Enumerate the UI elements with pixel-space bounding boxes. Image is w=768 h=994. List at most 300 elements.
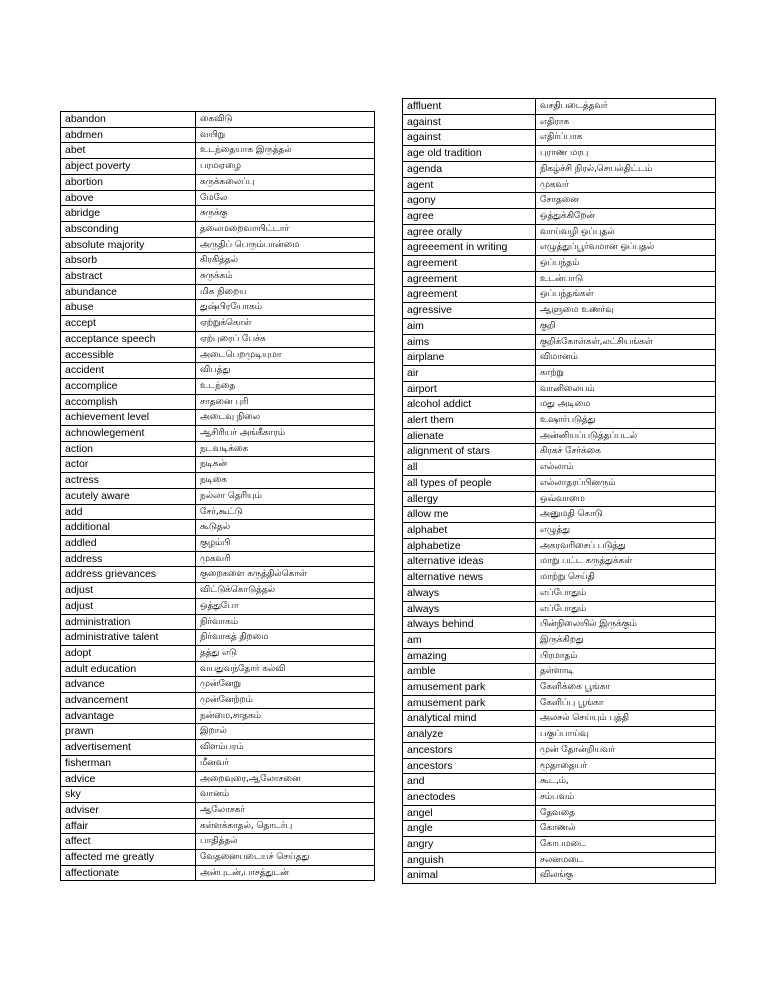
english-term: accessible [61, 347, 196, 363]
tamil-translation: கூட,ம், [536, 774, 716, 790]
table-row [61, 850, 375, 866]
tamil-translation: விலங்கு [536, 868, 716, 884]
table-row [61, 755, 375, 771]
tamil-translation: குறிக்கோள்கள்,லட்சியங்கள் [536, 334, 716, 350]
english-term: abortion [61, 174, 196, 190]
table-row [61, 661, 375, 677]
english-term: fisherman [61, 755, 196, 771]
english-term: abstract [61, 269, 196, 285]
english-term: ancestors [403, 758, 536, 774]
english-term: advancement [61, 693, 196, 709]
table-row [61, 237, 375, 253]
english-term: abuse [61, 300, 196, 316]
english-term: anguish [403, 852, 536, 868]
table-row [61, 504, 375, 520]
tamil-translation: முன்னேற்றம் [196, 693, 375, 709]
english-term: absconding [61, 221, 196, 237]
tamil-translation: தள்ளாடி [536, 664, 716, 680]
table-row [61, 127, 375, 143]
table-row [403, 742, 716, 758]
table-row [403, 99, 716, 115]
tamil-translation: தத்து எடு [196, 645, 375, 661]
tamil-translation: நிர்வாகம் [196, 614, 375, 630]
table-row [61, 347, 375, 363]
english-term: agreeement in writing [403, 240, 536, 256]
english-term: agreement [403, 287, 536, 303]
english-term: angel [403, 805, 536, 821]
tamil-translation: விளம்பரம் [196, 740, 375, 756]
table-row [403, 161, 716, 177]
tamil-translation: முகவரி [196, 551, 375, 567]
tamil-translation: முன் தோன்றியவர் [536, 742, 716, 758]
english-term: airplane [403, 350, 536, 366]
tamil-translation: நடிகன் [196, 457, 375, 473]
table-row [61, 316, 375, 332]
english-term: all types of people [403, 475, 536, 491]
tamil-translation: கோணல் [536, 821, 716, 837]
table-row [403, 444, 716, 460]
tamil-translation: ஒவ்வாமை [536, 491, 716, 507]
english-term: alignment of stars [403, 444, 536, 460]
tamil-translation: மிக நிறைய [196, 284, 375, 300]
english-term: and [403, 774, 536, 790]
tamil-translation: நடவடிக்கை [196, 441, 375, 457]
table-row [403, 491, 716, 507]
english-term: affluent [403, 99, 536, 115]
english-term: always behind [403, 617, 536, 633]
table-row [61, 630, 375, 646]
table-row [61, 159, 375, 175]
english-term: address [61, 551, 196, 567]
table-row [61, 787, 375, 803]
tamil-translation: சுருக்கு [196, 206, 375, 222]
table-row [403, 193, 716, 209]
table-row [403, 538, 716, 554]
tamil-translation: நிர்வாகத் திறமை [196, 630, 375, 646]
tamil-translation: அகரவரிசைப் படுத்து [536, 538, 716, 554]
english-term: actress [61, 473, 196, 489]
table-row [61, 645, 375, 661]
tamil-translation: ஒத்துபோ [196, 598, 375, 614]
tamil-translation: மாறு பட்ட கருத்துக்கள் [536, 554, 716, 570]
english-term: above [61, 190, 196, 206]
table-row [403, 460, 716, 476]
tamil-translation: சுருக்கம் [196, 269, 375, 285]
tamil-translation: பின்நிலையில் இருக்கும் [536, 617, 716, 633]
table-row [403, 789, 716, 805]
tamil-translation: அருதிப் பெரும்பான்மை [196, 237, 375, 253]
english-term: advice [61, 771, 196, 787]
table-row [403, 256, 716, 272]
glossary-table-left-body [61, 112, 375, 881]
english-term: acceptance speech [61, 331, 196, 347]
tamil-translation: சேர்,கூட்டு [196, 504, 375, 520]
table-row [403, 522, 716, 538]
table-row [403, 271, 716, 287]
tamil-translation: பிரமாதம் [536, 648, 716, 664]
table-row [61, 535, 375, 551]
tamil-translation: எப்போதும் [536, 601, 716, 617]
tamil-translation: கள்ளக்காதல், தொடர்பு [196, 818, 375, 834]
table-row [61, 818, 375, 834]
tamil-translation: இறால் [196, 724, 375, 740]
tamil-translation: கைவிடு [196, 112, 375, 128]
english-term: air [403, 365, 536, 381]
english-term: agent [403, 177, 536, 193]
english-term: accept [61, 316, 196, 332]
table-row [61, 190, 375, 206]
english-term: add [61, 504, 196, 520]
english-term: adult education [61, 661, 196, 677]
table-row [403, 287, 716, 303]
english-term: amusement park [403, 680, 536, 696]
tamil-translation: அனுமதி கொடு [536, 507, 716, 523]
table-row [61, 865, 375, 881]
english-term: adjust [61, 583, 196, 599]
table-row [403, 868, 716, 884]
tamil-translation: நல்லா தெரியும் [196, 488, 375, 504]
tamil-translation: மீனவர் [196, 755, 375, 771]
tamil-translation: இருக்கிறது [536, 632, 716, 648]
tamil-translation: எல்லாம் [536, 460, 716, 476]
tamil-translation: தலைமறைவாயிட்டார் [196, 221, 375, 237]
table-row [403, 617, 716, 633]
table-row [403, 852, 716, 868]
english-term: agree orally [403, 224, 536, 240]
table-row [61, 488, 375, 504]
english-term: amble [403, 664, 536, 680]
tamil-translation: மூதாதையர் [536, 758, 716, 774]
english-term: accident [61, 363, 196, 379]
english-term: alphabet [403, 522, 536, 538]
english-term: all [403, 460, 536, 476]
table-row [61, 174, 375, 190]
table-row [403, 758, 716, 774]
english-term: alert them [403, 413, 536, 429]
tamil-translation: பாதித்தல் [196, 834, 375, 850]
table-row [403, 601, 716, 617]
table-row [403, 475, 716, 491]
table-row [403, 585, 716, 601]
english-term: abridge [61, 206, 196, 222]
tamil-translation: விமானம் [536, 350, 716, 366]
table-row [61, 708, 375, 724]
tamil-translation: முன்னேறு [196, 677, 375, 693]
tamil-translation: அடைபெறமுடியுமா [196, 347, 375, 363]
english-term: amusement park [403, 695, 536, 711]
english-term: abdmen [61, 127, 196, 143]
tamil-translation: பகுப்பாய்வு [536, 727, 716, 743]
tamil-translation: நிகழ்ச்சி நிரல்,செயல்திட்டம் [536, 161, 716, 177]
english-term: aims [403, 334, 536, 350]
english-term: adopt [61, 645, 196, 661]
tamil-translation: ஒப்பந்தங்கள் [536, 287, 716, 303]
tamil-translation: ஆலோசகர் [196, 802, 375, 818]
tamil-translation: அறைவுரை,ஆலோசனை [196, 771, 375, 787]
table-row [403, 130, 716, 146]
english-term: affect [61, 834, 196, 850]
table-row [61, 520, 375, 536]
english-term: against [403, 130, 536, 146]
tamil-translation: ஆசிரியர் அங்கீகாரம் [196, 426, 375, 442]
table-row [61, 143, 375, 159]
tamil-translation: நடிகை [196, 473, 375, 489]
tamil-translation: காற்று [536, 365, 716, 381]
table-row [61, 221, 375, 237]
tamil-translation: ஏற்புரைப் பேச்சு [196, 331, 375, 347]
english-term: address grievances [61, 567, 196, 583]
tamil-translation: ஆளுமை உணர்வு [536, 303, 716, 319]
table-row [403, 821, 716, 837]
english-term: abundance [61, 284, 196, 300]
tamil-translation: மாற்று செய்தி [536, 570, 716, 586]
english-term: absorb [61, 253, 196, 269]
tamil-translation: எல்லாதரப்பினரும் [536, 475, 716, 491]
english-term: age old tradition [403, 146, 536, 162]
english-term: agony [403, 193, 536, 209]
table-row [61, 300, 375, 316]
tamil-translation: கேளிக்கை பூங்கா [536, 680, 716, 696]
tamil-translation: வசதிபடைத்தவர் [536, 99, 716, 115]
table-row [61, 567, 375, 583]
tamil-translation: அலசல் செய்யும் புத்தி [536, 711, 716, 727]
english-term: always [403, 585, 536, 601]
tamil-translation: கிரகச் சேர்க்கை [536, 444, 716, 460]
english-term: alphabetize [403, 538, 536, 554]
table-row [403, 632, 716, 648]
table-row [61, 457, 375, 473]
table-row [403, 365, 716, 381]
english-term: alternative ideas [403, 554, 536, 570]
tamil-translation: உஷார்படுத்து [536, 413, 716, 429]
english-term: animal [403, 868, 536, 884]
table-row [61, 410, 375, 426]
tamil-translation: குறைகளை கருத்தில்கொள் [196, 567, 375, 583]
table-row [403, 664, 716, 680]
english-term: analyze [403, 727, 536, 743]
tamil-translation: அன்னியப்படுத்தப்படல் [536, 428, 716, 444]
table-row [61, 441, 375, 457]
english-term: actor [61, 457, 196, 473]
english-term: am [403, 632, 536, 648]
table-row [61, 598, 375, 614]
table-row [403, 240, 716, 256]
tamil-translation: கேளிப்பு பூங்கா [536, 695, 716, 711]
table-row [403, 303, 716, 319]
english-term: adviser [61, 802, 196, 818]
tamil-translation: மது அடிமை [536, 397, 716, 413]
table-row [61, 331, 375, 347]
tamil-translation: சலனமடை [536, 852, 716, 868]
english-term: achievement level [61, 410, 196, 426]
table-row [61, 378, 375, 394]
table-row [403, 711, 716, 727]
english-term: advantage [61, 708, 196, 724]
english-term: agressive [403, 303, 536, 319]
tamil-translation: எதிர்ப்பாக [536, 130, 716, 146]
tamil-translation: வானிலையம் [536, 381, 716, 397]
english-term: abandon [61, 112, 196, 128]
english-term: advertisement [61, 740, 196, 756]
tamil-translation: சோதனை [536, 193, 716, 209]
glossary-table-right-body [403, 99, 716, 884]
english-term: alcohol addict [403, 397, 536, 413]
english-term: accomplish [61, 394, 196, 410]
table-row [403, 318, 716, 334]
english-term: acutely aware [61, 488, 196, 504]
tamil-translation: முகவர் [536, 177, 716, 193]
english-term: agreement [403, 256, 536, 272]
table-row [403, 428, 716, 444]
table-row [403, 381, 716, 397]
english-term: accomplice [61, 378, 196, 394]
table-row [61, 614, 375, 630]
table-row [61, 426, 375, 442]
tamil-translation: ஏற்றுக்கொள் [196, 316, 375, 332]
table-row [61, 677, 375, 693]
table-row [403, 774, 716, 790]
english-term: agreement [403, 271, 536, 287]
english-term: angry [403, 837, 536, 853]
english-term: always [403, 601, 536, 617]
english-term: affair [61, 818, 196, 834]
table-row [403, 727, 716, 743]
tamil-translation: எழுத்துப்பூர்வமான ஒப்புதல் [536, 240, 716, 256]
tamil-translation: தேவதை [536, 805, 716, 821]
table-row [403, 413, 716, 429]
table-row [403, 397, 716, 413]
tamil-translation: புராண மரபு [536, 146, 716, 162]
tamil-translation: குறி [536, 318, 716, 334]
english-term: agree [403, 208, 536, 224]
english-term: advance [61, 677, 196, 693]
tamil-translation: ஒப்பந்தம் [536, 256, 716, 272]
table-row [61, 740, 375, 756]
table-row [61, 269, 375, 285]
tamil-translation: எப்போதும் [536, 585, 716, 601]
english-term: prawn [61, 724, 196, 740]
tamil-translation: கூடுதல் [196, 520, 375, 536]
tamil-translation: கருக்கலைப்பு [196, 174, 375, 190]
english-term: airport [403, 381, 536, 397]
table-row [403, 570, 716, 586]
english-term: abject poverty [61, 159, 196, 175]
table-row [403, 805, 716, 821]
table-row [61, 394, 375, 410]
table-row [61, 363, 375, 379]
table-row [61, 693, 375, 709]
english-term: action [61, 441, 196, 457]
english-term: addled [61, 535, 196, 551]
english-term: against [403, 114, 536, 130]
tamil-translation: சம்பவம் [536, 789, 716, 805]
tamil-translation: உடன்பாடு [536, 271, 716, 287]
tamil-translation: சாதனை புரி [196, 394, 375, 410]
tamil-translation: விட்டுக்கொடுத்தல் [196, 583, 375, 599]
english-term: allow me [403, 507, 536, 523]
english-term: additional [61, 520, 196, 536]
english-term: abet [61, 143, 196, 159]
english-term: sky [61, 787, 196, 803]
tamil-translation: அன்புடன்,பாசத்துடன் [196, 865, 375, 881]
table-row [403, 695, 716, 711]
table-row [403, 554, 716, 570]
table-row [61, 206, 375, 222]
tamil-translation: உடந்தையாக இருத்தல் [196, 143, 375, 159]
tamil-translation: எதிராக [536, 114, 716, 130]
english-term: ancestors [403, 742, 536, 758]
table-row [61, 253, 375, 269]
tamil-translation: வேதனையடையச் செய்தது [196, 850, 375, 866]
english-term: absolute majority [61, 237, 196, 253]
table-row [403, 114, 716, 130]
tamil-translation: கிரகித்தல் [196, 253, 375, 269]
table-row [61, 473, 375, 489]
table-row [61, 583, 375, 599]
english-term: amazing [403, 648, 536, 664]
english-term: agenda [403, 161, 536, 177]
english-term: aim [403, 318, 536, 334]
table-row [403, 224, 716, 240]
english-term: analytical mind [403, 711, 536, 727]
table-row [61, 112, 375, 128]
english-term: anectodes [403, 789, 536, 805]
table-row [403, 837, 716, 853]
tamil-translation: வயதுவந்தோர் கல்வி [196, 661, 375, 677]
english-term: allergy [403, 491, 536, 507]
tamil-translation: வானம் [196, 787, 375, 803]
table-row [403, 208, 716, 224]
tamil-translation: கோபமடை [536, 837, 716, 853]
english-term: angle [403, 821, 536, 837]
table-row [403, 146, 716, 162]
english-term: achnowlegement [61, 426, 196, 442]
glossary-table-left [60, 111, 375, 881]
table-row [61, 834, 375, 850]
table-row [61, 284, 375, 300]
table-row [403, 350, 716, 366]
table-row [61, 724, 375, 740]
tamil-translation: நன்மை,சாதகம் [196, 708, 375, 724]
english-term: alternative news [403, 570, 536, 586]
tamil-translation: விபத்து [196, 363, 375, 379]
tamil-translation: பரமஏழை [196, 159, 375, 175]
english-term: adjust [61, 598, 196, 614]
tamil-translation: துஷ்பிரயோகம் [196, 300, 375, 316]
table-row [61, 551, 375, 567]
tamil-translation: குழம்பி [196, 535, 375, 551]
english-term: alienate [403, 428, 536, 444]
table-row [403, 334, 716, 350]
tamil-translation: ஒத்துக்கிறேன் [536, 208, 716, 224]
table-row [61, 802, 375, 818]
english-term: affected me greatly [61, 850, 196, 866]
english-term: affectionate [61, 865, 196, 881]
tamil-translation: மேலே [196, 190, 375, 206]
table-row [61, 771, 375, 787]
table-row [403, 507, 716, 523]
tamil-translation: எழுத்து [536, 522, 716, 538]
table-row [403, 648, 716, 664]
table-row [403, 680, 716, 696]
glossary-table-right [402, 98, 716, 884]
tamil-translation: வாய்வழி ஒப்புதல் [536, 224, 716, 240]
tamil-translation: உடந்தை [196, 378, 375, 394]
english-term: administrative talent [61, 630, 196, 646]
table-row [403, 177, 716, 193]
tamil-translation: வயிறு [196, 127, 375, 143]
tamil-translation: அடைவு நிலை [196, 410, 375, 426]
